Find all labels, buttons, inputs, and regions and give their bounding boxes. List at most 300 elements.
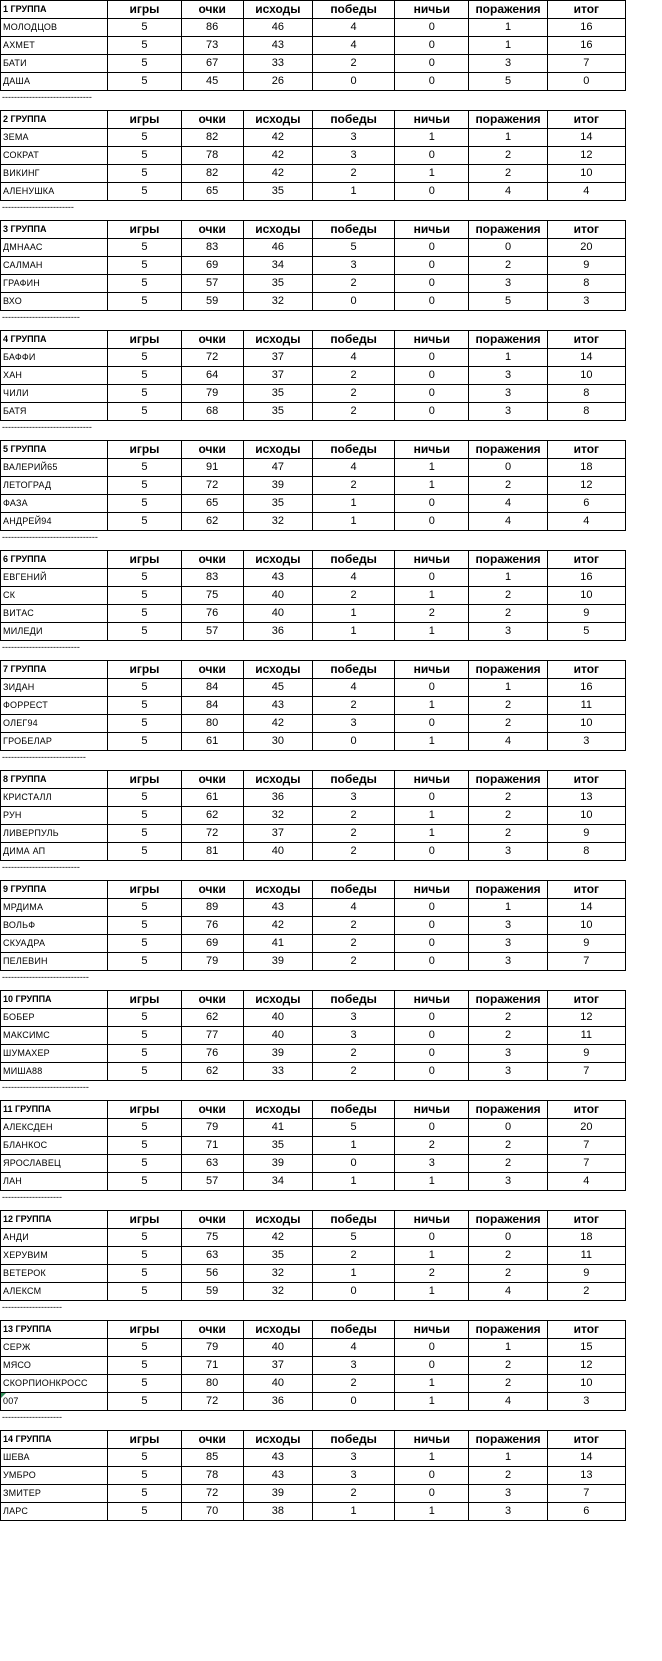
cell-points[interactable]: 57 xyxy=(181,623,243,641)
cell-games[interactable]: 5 xyxy=(108,403,181,421)
column-header-total[interactable]: итог xyxy=(547,551,625,569)
column-header-games[interactable]: игры xyxy=(108,1,181,19)
cell-games[interactable]: 5 xyxy=(108,349,181,367)
cell-points[interactable]: 75 xyxy=(181,1229,243,1247)
cell-games[interactable]: 5 xyxy=(108,367,181,385)
cell-outcomes[interactable]: 33 xyxy=(243,55,312,73)
cell-draws[interactable]: 0 xyxy=(395,349,469,367)
cell-outcomes[interactable]: 35 xyxy=(243,403,312,421)
cell-games[interactable]: 5 xyxy=(108,1393,181,1411)
cell-draws[interactable]: 0 xyxy=(395,239,469,257)
cell-points[interactable]: 59 xyxy=(181,1283,243,1301)
cell-draws[interactable]: 0 xyxy=(395,385,469,403)
cell-outcomes[interactable]: 42 xyxy=(243,715,312,733)
cell-points[interactable]: 59 xyxy=(181,293,243,311)
column-header-games[interactable]: игры xyxy=(108,771,181,789)
cell-losses[interactable]: 3 xyxy=(469,1173,547,1191)
cell-losses[interactable]: 2 xyxy=(469,165,547,183)
cell-total[interactable]: 9 xyxy=(547,257,625,275)
cell-total[interactable]: 4 xyxy=(547,1173,625,1191)
separator-cell[interactable]: ----------------------------- xyxy=(2,972,89,982)
cell-player[interactable]: ХАН xyxy=(1,367,108,385)
cell-points[interactable]: 62 xyxy=(181,1009,243,1027)
cell-wins[interactable]: 0 xyxy=(312,1155,394,1173)
cell-wins[interactable]: 2 xyxy=(312,367,394,385)
cell-draws[interactable]: 0 xyxy=(395,935,469,953)
cell-wins[interactable]: 2 xyxy=(312,1045,394,1063)
cell-player[interactable]: ДАША xyxy=(1,73,108,91)
cell-outcomes[interactable]: 40 xyxy=(243,605,312,623)
cell-games[interactable]: 5 xyxy=(108,385,181,403)
cell-total[interactable]: 8 xyxy=(547,843,625,861)
cell-outcomes[interactable]: 41 xyxy=(243,935,312,953)
cell-games[interactable]: 5 xyxy=(108,807,181,825)
column-header-draws[interactable]: ничьи xyxy=(395,441,469,459)
separator-cell[interactable]: ----------------------------- xyxy=(2,1082,89,1092)
column-header-draws[interactable]: ничьи xyxy=(395,1101,469,1119)
cell-outcomes[interactable]: 43 xyxy=(243,899,312,917)
cell-total[interactable]: 3 xyxy=(547,1393,625,1411)
column-header-draws[interactable]: ничьи xyxy=(395,991,469,1009)
cell-wins[interactable]: 2 xyxy=(312,403,394,421)
cell-player[interactable]: ФАЗА xyxy=(1,495,108,513)
cell-points[interactable]: 80 xyxy=(181,1375,243,1393)
column-header-points[interactable]: очки xyxy=(181,1431,243,1449)
cell-points[interactable]: 56 xyxy=(181,1265,243,1283)
cell-games[interactable]: 5 xyxy=(108,1265,181,1283)
separator-cell[interactable]: ------------------------ xyxy=(2,202,74,212)
separator-cell[interactable] xyxy=(0,1521,626,1540)
cell-losses[interactable]: 1 xyxy=(469,679,547,697)
cell-total[interactable]: 0 xyxy=(547,73,625,91)
column-header-total[interactable]: итог xyxy=(547,331,625,349)
cell-outcomes[interactable]: 34 xyxy=(243,1173,312,1191)
cell-games[interactable]: 5 xyxy=(108,587,181,605)
cell-losses[interactable]: 3 xyxy=(469,367,547,385)
cell-total[interactable]: 7 xyxy=(547,1485,625,1503)
cell-wins[interactable]: 5 xyxy=(312,1229,394,1247)
cell-games[interactable]: 5 xyxy=(108,697,181,715)
cell-games[interactable]: 5 xyxy=(108,843,181,861)
column-header-total[interactable]: итог xyxy=(547,661,625,679)
cell-wins[interactable]: 3 xyxy=(312,1449,394,1467)
cell-total[interactable]: 10 xyxy=(547,1375,625,1393)
cell-points[interactable]: 79 xyxy=(181,385,243,403)
cell-losses[interactable]: 2 xyxy=(469,789,547,807)
cell-player[interactable]: БОБЕР xyxy=(1,1009,108,1027)
cell-wins[interactable]: 3 xyxy=(312,147,394,165)
cell-outcomes[interactable]: 37 xyxy=(243,825,312,843)
cell-total[interactable]: 14 xyxy=(547,1449,625,1467)
cell-draws[interactable]: 0 xyxy=(395,917,469,935)
group-title[interactable]: 9 ГРУППА xyxy=(1,881,108,899)
cell-wins[interactable]: 3 xyxy=(312,1357,394,1375)
cell-points[interactable]: 57 xyxy=(181,1173,243,1191)
cell-points[interactable]: 75 xyxy=(181,587,243,605)
cell-losses[interactable]: 2 xyxy=(469,1357,547,1375)
column-header-wins[interactable]: победы xyxy=(312,221,394,239)
cell-outcomes[interactable]: 42 xyxy=(243,917,312,935)
column-header-draws[interactable]: ничьи xyxy=(395,551,469,569)
column-header-total[interactable]: итог xyxy=(547,1321,625,1339)
cell-draws[interactable]: 1 xyxy=(395,733,469,751)
cell-losses[interactable]: 2 xyxy=(469,477,547,495)
cell-losses[interactable]: 1 xyxy=(469,19,547,37)
cell-games[interactable]: 5 xyxy=(108,73,181,91)
cell-player[interactable]: САЛМАН xyxy=(1,257,108,275)
cell-player[interactable]: АНДРЕЙ94 xyxy=(1,513,108,531)
cell-wins[interactable]: 4 xyxy=(312,459,394,477)
cell-wins[interactable]: 4 xyxy=(312,679,394,697)
cell-outcomes[interactable]: 33 xyxy=(243,1063,312,1081)
cell-losses[interactable]: 2 xyxy=(469,715,547,733)
column-header-outcomes[interactable]: исходы xyxy=(243,991,312,1009)
cell-player[interactable]: ВЕТЕРОК xyxy=(1,1265,108,1283)
column-header-points[interactable]: очки xyxy=(181,551,243,569)
cell-games[interactable]: 5 xyxy=(108,1339,181,1357)
cell-player[interactable]: АХМЕТ xyxy=(1,37,108,55)
cell-losses[interactable]: 3 xyxy=(469,935,547,953)
cell-player[interactable]: РУН xyxy=(1,807,108,825)
group-title[interactable]: 11 ГРУППА xyxy=(1,1101,108,1119)
cell-total[interactable]: 18 xyxy=(547,1229,625,1247)
column-header-outcomes[interactable]: исходы xyxy=(243,1431,312,1449)
cell-player[interactable]: МОЛОДЦОВ xyxy=(1,19,108,37)
cell-outcomes[interactable]: 40 xyxy=(243,1027,312,1045)
cell-outcomes[interactable]: 37 xyxy=(243,349,312,367)
cell-total[interactable]: 6 xyxy=(547,495,625,513)
column-header-wins[interactable]: победы xyxy=(312,1,394,19)
cell-games[interactable]: 5 xyxy=(108,1173,181,1191)
cell-total[interactable]: 12 xyxy=(547,147,625,165)
column-header-losses[interactable]: поражения xyxy=(469,881,547,899)
cell-losses[interactable]: 0 xyxy=(469,1229,547,1247)
cell-draws[interactable]: 0 xyxy=(395,789,469,807)
cell-points[interactable]: 82 xyxy=(181,129,243,147)
cell-games[interactable]: 5 xyxy=(108,1027,181,1045)
cell-games[interactable]: 5 xyxy=(108,239,181,257)
cell-points[interactable]: 91 xyxy=(181,459,243,477)
cell-games[interactable]: 5 xyxy=(108,183,181,201)
cell-wins[interactable]: 2 xyxy=(312,1485,394,1503)
cell-total[interactable]: 10 xyxy=(547,917,625,935)
cell-outcomes[interactable]: 26 xyxy=(243,73,312,91)
cell-draws[interactable]: 2 xyxy=(395,1137,469,1155)
cell-losses[interactable]: 2 xyxy=(469,825,547,843)
column-header-total[interactable]: итог xyxy=(547,991,625,1009)
cell-outcomes[interactable]: 35 xyxy=(243,1247,312,1265)
cell-draws[interactable]: 0 xyxy=(395,1339,469,1357)
cell-outcomes[interactable]: 32 xyxy=(243,513,312,531)
cell-draws[interactable]: 0 xyxy=(395,1229,469,1247)
cell-draws[interactable]: 0 xyxy=(395,73,469,91)
cell-games[interactable]: 5 xyxy=(108,1229,181,1247)
column-header-total[interactable]: итог xyxy=(547,111,625,129)
cell-games[interactable]: 5 xyxy=(108,1137,181,1155)
cell-total[interactable]: 12 xyxy=(547,477,625,495)
column-header-outcomes[interactable]: исходы xyxy=(243,221,312,239)
cell-wins[interactable]: 2 xyxy=(312,275,394,293)
column-header-wins[interactable]: победы xyxy=(312,111,394,129)
cell-points[interactable]: 62 xyxy=(181,513,243,531)
column-header-wins[interactable]: победы xyxy=(312,1101,394,1119)
cell-games[interactable]: 5 xyxy=(108,257,181,275)
cell-outcomes[interactable]: 40 xyxy=(243,1339,312,1357)
cell-games[interactable]: 5 xyxy=(108,1247,181,1265)
cell-losses[interactable]: 3 xyxy=(469,1503,547,1521)
cell-wins[interactable]: 2 xyxy=(312,917,394,935)
cell-player[interactable]: ЛАРС xyxy=(1,1503,108,1521)
cell-player[interactable]: АЛЕКСМ xyxy=(1,1283,108,1301)
cell-outcomes[interactable]: 32 xyxy=(243,807,312,825)
cell-games[interactable]: 5 xyxy=(108,1467,181,1485)
cell-player[interactable]: СКОРПИОНКРОСС xyxy=(1,1375,108,1393)
column-header-wins[interactable]: победы xyxy=(312,991,394,1009)
cell-losses[interactable]: 3 xyxy=(469,1063,547,1081)
column-header-total[interactable]: итог xyxy=(547,441,625,459)
cell-player[interactable]: ВАЛЕРИЙ65 xyxy=(1,459,108,477)
cell-wins[interactable]: 0 xyxy=(312,293,394,311)
cell-points[interactable]: 76 xyxy=(181,1045,243,1063)
cell-draws[interactable]: 0 xyxy=(395,1357,469,1375)
cell-total[interactable]: 10 xyxy=(547,367,625,385)
column-header-points[interactable]: очки xyxy=(181,991,243,1009)
cell-draws[interactable]: 0 xyxy=(395,1027,469,1045)
cell-outcomes[interactable]: 46 xyxy=(243,239,312,257)
cell-points[interactable]: 72 xyxy=(181,477,243,495)
cell-draws[interactable]: 0 xyxy=(395,953,469,971)
column-header-outcomes[interactable]: исходы xyxy=(243,1101,312,1119)
cell-points[interactable]: 65 xyxy=(181,183,243,201)
column-header-outcomes[interactable]: исходы xyxy=(243,551,312,569)
cell-draws[interactable]: 0 xyxy=(395,147,469,165)
column-header-total[interactable]: итог xyxy=(547,221,625,239)
cell-draws[interactable]: 0 xyxy=(395,293,469,311)
cell-total[interactable]: 16 xyxy=(547,679,625,697)
cell-total[interactable]: 10 xyxy=(547,165,625,183)
cell-losses[interactable]: 4 xyxy=(469,495,547,513)
cell-draws[interactable]: 1 xyxy=(395,1503,469,1521)
column-header-games[interactable]: игры xyxy=(108,221,181,239)
column-header-points[interactable]: очки xyxy=(181,1101,243,1119)
cell-outcomes[interactable]: 39 xyxy=(243,477,312,495)
cell-losses[interactable]: 3 xyxy=(469,917,547,935)
cell-total[interactable]: 11 xyxy=(547,1027,625,1045)
cell-total[interactable]: 11 xyxy=(547,697,625,715)
cell-losses[interactable]: 2 xyxy=(469,1137,547,1155)
column-header-points[interactable]: очки xyxy=(181,1211,243,1229)
cell-player[interactable]: ЛИВЕРПУЛЬ xyxy=(1,825,108,843)
cell-losses[interactable]: 5 xyxy=(469,293,547,311)
cell-outcomes[interactable]: 43 xyxy=(243,697,312,715)
cell-losses[interactable]: 4 xyxy=(469,1283,547,1301)
cell-games[interactable]: 5 xyxy=(108,733,181,751)
cell-draws[interactable]: 0 xyxy=(395,257,469,275)
cell-outcomes[interactable]: 35 xyxy=(243,275,312,293)
cell-wins[interactable]: 2 xyxy=(312,843,394,861)
cell-points[interactable]: 84 xyxy=(181,697,243,715)
cell-player[interactable]: ВХО xyxy=(1,293,108,311)
cell-games[interactable]: 5 xyxy=(108,459,181,477)
cell-losses[interactable]: 3 xyxy=(469,403,547,421)
cell-player[interactable]: ВИТАС xyxy=(1,605,108,623)
cell-games[interactable]: 5 xyxy=(108,789,181,807)
cell-wins[interactable]: 1 xyxy=(312,1137,394,1155)
cell-player[interactable]: ЕВГЕНИЙ xyxy=(1,569,108,587)
cell-games[interactable]: 5 xyxy=(108,1119,181,1137)
cell-outcomes[interactable]: 46 xyxy=(243,19,312,37)
cell-losses[interactable]: 1 xyxy=(469,349,547,367)
cell-points[interactable]: 65 xyxy=(181,495,243,513)
group-title[interactable]: 8 ГРУППА xyxy=(1,771,108,789)
cell-losses[interactable]: 2 xyxy=(469,605,547,623)
column-header-games[interactable]: игры xyxy=(108,991,181,1009)
cell-player[interactable]: МИЛЕДИ xyxy=(1,623,108,641)
group-title[interactable]: 5 ГРУППА xyxy=(1,441,108,459)
column-header-draws[interactable]: ничьи xyxy=(395,661,469,679)
cell-points[interactable]: 76 xyxy=(181,917,243,935)
cell-total[interactable]: 8 xyxy=(547,385,625,403)
cell-wins[interactable]: 3 xyxy=(312,257,394,275)
cell-wins[interactable]: 3 xyxy=(312,1009,394,1027)
cell-points[interactable]: 62 xyxy=(181,1063,243,1081)
cell-losses[interactable]: 4 xyxy=(469,513,547,531)
cell-outcomes[interactable]: 40 xyxy=(243,1375,312,1393)
cell-losses[interactable]: 3 xyxy=(469,1045,547,1063)
cell-total[interactable]: 10 xyxy=(547,587,625,605)
group-title[interactable]: 14 ГРУППА xyxy=(1,1431,108,1449)
cell-player[interactable]: ХЕРУВИМ xyxy=(1,1247,108,1265)
cell-points[interactable]: 61 xyxy=(181,789,243,807)
cell-total[interactable]: 13 xyxy=(547,1467,625,1485)
cell-wins[interactable]: 4 xyxy=(312,569,394,587)
group-title[interactable]: 6 ГРУППА xyxy=(1,551,108,569)
cell-points[interactable]: 73 xyxy=(181,37,243,55)
column-header-points[interactable]: очки xyxy=(181,1321,243,1339)
cell-points[interactable]: 79 xyxy=(181,1119,243,1137)
cell-losses[interactable]: 0 xyxy=(469,239,547,257)
cell-outcomes[interactable]: 32 xyxy=(243,1265,312,1283)
cell-points[interactable]: 83 xyxy=(181,239,243,257)
cell-games[interactable]: 5 xyxy=(108,1045,181,1063)
cell-total[interactable]: 16 xyxy=(547,19,625,37)
column-header-outcomes[interactable]: исходы xyxy=(243,441,312,459)
cell-total[interactable]: 12 xyxy=(547,1009,625,1027)
cell-total[interactable]: 20 xyxy=(547,1119,625,1137)
cell-player[interactable]: ГРАФИН xyxy=(1,275,108,293)
cell-draws[interactable]: 0 xyxy=(395,19,469,37)
cell-points[interactable]: 64 xyxy=(181,367,243,385)
cell-wins[interactable]: 1 xyxy=(312,513,394,531)
column-header-losses[interactable]: поражения xyxy=(469,551,547,569)
cell-player[interactable]: МЯСО xyxy=(1,1357,108,1375)
cell-losses[interactable]: 1 xyxy=(469,129,547,147)
cell-total[interactable]: 3 xyxy=(547,293,625,311)
cell-wins[interactable]: 0 xyxy=(312,1393,394,1411)
cell-player[interactable]: СКУАДРА xyxy=(1,935,108,953)
cell-wins[interactable]: 4 xyxy=(312,899,394,917)
cell-total[interactable]: 11 xyxy=(547,1247,625,1265)
column-header-wins[interactable]: победы xyxy=(312,551,394,569)
column-header-losses[interactable]: поражения xyxy=(469,111,547,129)
cell-total[interactable]: 16 xyxy=(547,37,625,55)
column-header-outcomes[interactable]: исходы xyxy=(243,771,312,789)
cell-games[interactable]: 5 xyxy=(108,1283,181,1301)
cell-points[interactable]: 71 xyxy=(181,1357,243,1375)
cell-wins[interactable]: 4 xyxy=(312,37,394,55)
cell-games[interactable]: 5 xyxy=(108,1503,181,1521)
column-header-games[interactable]: игры xyxy=(108,1431,181,1449)
cell-points[interactable]: 89 xyxy=(181,899,243,917)
column-header-total[interactable]: итог xyxy=(547,1431,625,1449)
cell-total[interactable]: 12 xyxy=(547,1357,625,1375)
column-header-total[interactable]: итог xyxy=(547,1,625,19)
cell-outcomes[interactable]: 32 xyxy=(243,1283,312,1301)
cell-points[interactable]: 68 xyxy=(181,403,243,421)
cell-draws[interactable]: 0 xyxy=(395,367,469,385)
cell-total[interactable]: 14 xyxy=(547,349,625,367)
cell-draws[interactable]: 0 xyxy=(395,1119,469,1137)
cell-total[interactable]: 9 xyxy=(547,1045,625,1063)
cell-player[interactable]: 007 xyxy=(1,1393,108,1411)
cell-draws[interactable]: 0 xyxy=(395,1485,469,1503)
column-header-games[interactable]: игры xyxy=(108,1101,181,1119)
cell-losses[interactable]: 2 xyxy=(469,1155,547,1173)
column-header-losses[interactable]: поражения xyxy=(469,1101,547,1119)
cell-points[interactable]: 72 xyxy=(181,349,243,367)
cell-player[interactable]: ШЕВА xyxy=(1,1449,108,1467)
cell-points[interactable]: 79 xyxy=(181,1339,243,1357)
column-header-games[interactable]: игры xyxy=(108,331,181,349)
column-header-losses[interactable]: поражения xyxy=(469,441,547,459)
cell-total[interactable]: 14 xyxy=(547,899,625,917)
cell-player[interactable]: ВОЛЬФ xyxy=(1,917,108,935)
cell-player[interactable]: ЗИДАН xyxy=(1,679,108,697)
cell-player[interactable]: ВИКИНГ xyxy=(1,165,108,183)
cell-total[interactable]: 18 xyxy=(547,459,625,477)
cell-losses[interactable]: 3 xyxy=(469,275,547,293)
cell-wins[interactable]: 2 xyxy=(312,935,394,953)
cell-player[interactable]: ПЕЛЕВИН xyxy=(1,953,108,971)
cell-points[interactable]: 85 xyxy=(181,1449,243,1467)
column-header-losses[interactable]: поражения xyxy=(469,991,547,1009)
cell-total[interactable]: 7 xyxy=(547,1155,625,1173)
cell-player[interactable]: ШУМАХЕР xyxy=(1,1045,108,1063)
column-header-outcomes[interactable]: исходы xyxy=(243,111,312,129)
cell-outcomes[interactable]: 37 xyxy=(243,367,312,385)
cell-wins[interactable]: 2 xyxy=(312,953,394,971)
column-header-points[interactable]: очки xyxy=(181,881,243,899)
group-title[interactable]: 12 ГРУППА xyxy=(1,1211,108,1229)
cell-outcomes[interactable]: 42 xyxy=(243,147,312,165)
cell-losses[interactable]: 4 xyxy=(469,183,547,201)
cell-player[interactable]: СЕРЖ xyxy=(1,1339,108,1357)
cell-wins[interactable]: 2 xyxy=(312,165,394,183)
cell-total[interactable]: 3 xyxy=(547,733,625,751)
cell-total[interactable]: 2 xyxy=(547,1283,625,1301)
cell-points[interactable]: 81 xyxy=(181,843,243,861)
cell-player[interactable]: БАТЯ xyxy=(1,403,108,421)
cell-games[interactable]: 5 xyxy=(108,715,181,733)
cell-losses[interactable]: 2 xyxy=(469,1375,547,1393)
cell-wins[interactable]: 2 xyxy=(312,477,394,495)
separator-cell[interactable]: ------------------------------ xyxy=(2,92,92,102)
cell-draws[interactable]: 1 xyxy=(395,477,469,495)
column-header-draws[interactable]: ничьи xyxy=(395,1,469,19)
cell-losses[interactable]: 1 xyxy=(469,37,547,55)
cell-games[interactable]: 5 xyxy=(108,293,181,311)
column-header-games[interactable]: игры xyxy=(108,441,181,459)
